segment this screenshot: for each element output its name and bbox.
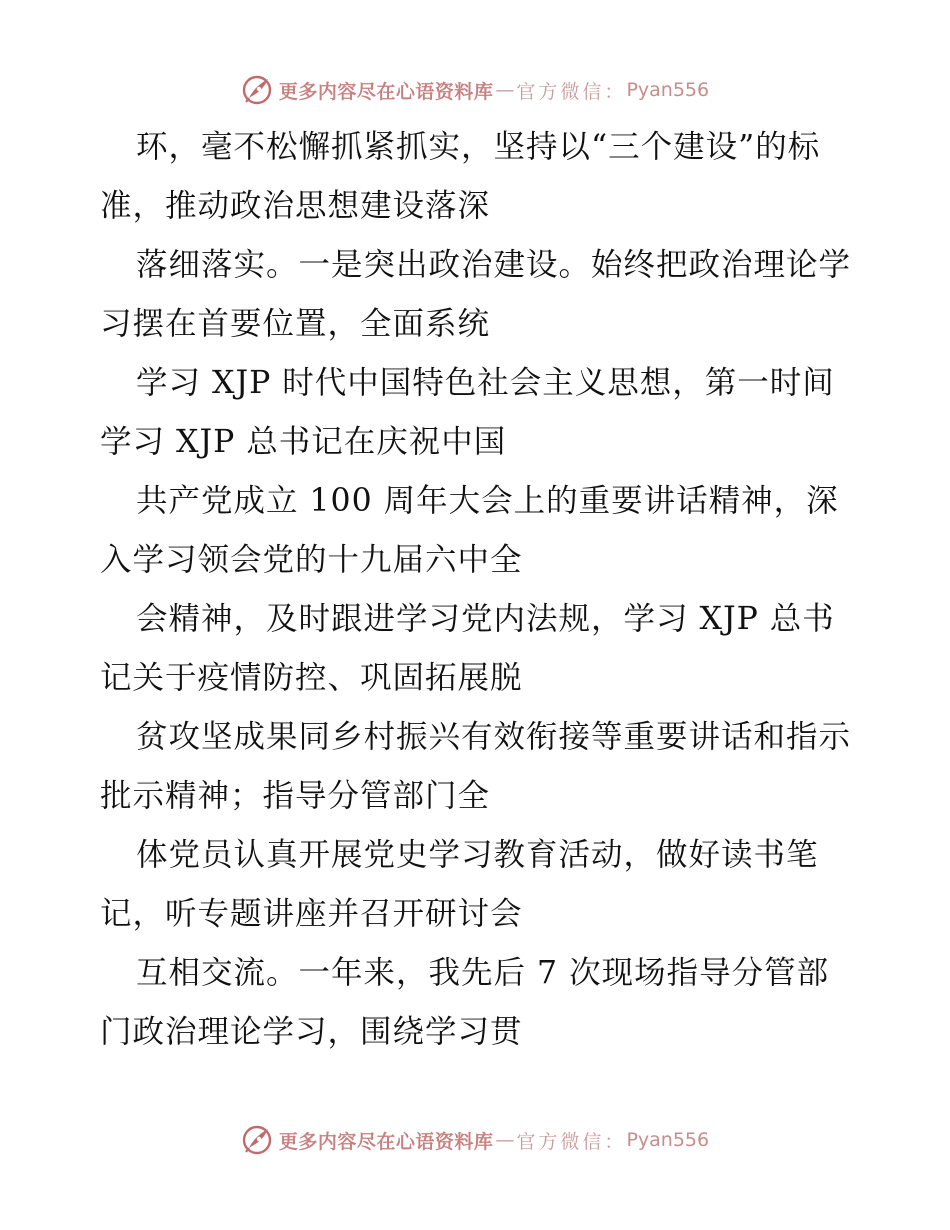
- footer-watermark: [0, 1120, 950, 1160]
- watermark-wechat-id: Pyan556: [626, 79, 710, 101]
- watermark-dash: —: [495, 79, 515, 101]
- feather-pen-logo-icon: [241, 1124, 273, 1156]
- paragraph: 贫攻坚成果同乡村振兴有效衔接等重要讲话和指示批示精神；指导分管部门全: [100, 719, 852, 814]
- paragraph: 共产党成立 100 周年大会上的重要讲话精神，深入学习领会党的十九届六中全: [100, 483, 839, 578]
- document-body: [100, 118, 860, 1062]
- watermark-dash: —: [495, 1129, 515, 1151]
- watermark-wechat-id: Pyan556: [626, 1129, 710, 1151]
- paragraph: 学习 XJP 时代中国特色社会主义思想，第一时间学习 XJP 总书记在庆祝中国: [100, 365, 835, 460]
- watermark-label: 官方微信：: [516, 1130, 627, 1153]
- watermark-label: 官方微信：: [516, 80, 627, 103]
- watermark-main-text: 更多内容尽在心语资料库: [278, 1130, 494, 1153]
- paragraph: 互相交流。一年来，我先后 7 次现场指导分管部门政治理论学习，围绕学习贯: [100, 955, 830, 1050]
- feather-pen-logo-icon: [241, 74, 273, 106]
- watermark-main-text: 更多内容尽在心语资料库: [278, 80, 494, 103]
- paragraph: 落细落实。一是突出政治建设。始终把政治理论学习摆在首要位置，全面系统: [100, 247, 852, 342]
- header-watermark: [0, 70, 950, 110]
- paragraph: 体党员认真开展党史学习教育活动，做好读书笔记，听专题讲座并召开研讨会: [100, 837, 819, 932]
- paragraph: 会精神，及时跟进学习党内法规，学习 XJP 总书记关于疫情防控、巩固拓展脱: [100, 601, 835, 696]
- paragraph: 环，毫不松懈抓紧抓实，坚持以“三个建设”的标准，推动政治思想建设落深: [100, 129, 821, 224]
